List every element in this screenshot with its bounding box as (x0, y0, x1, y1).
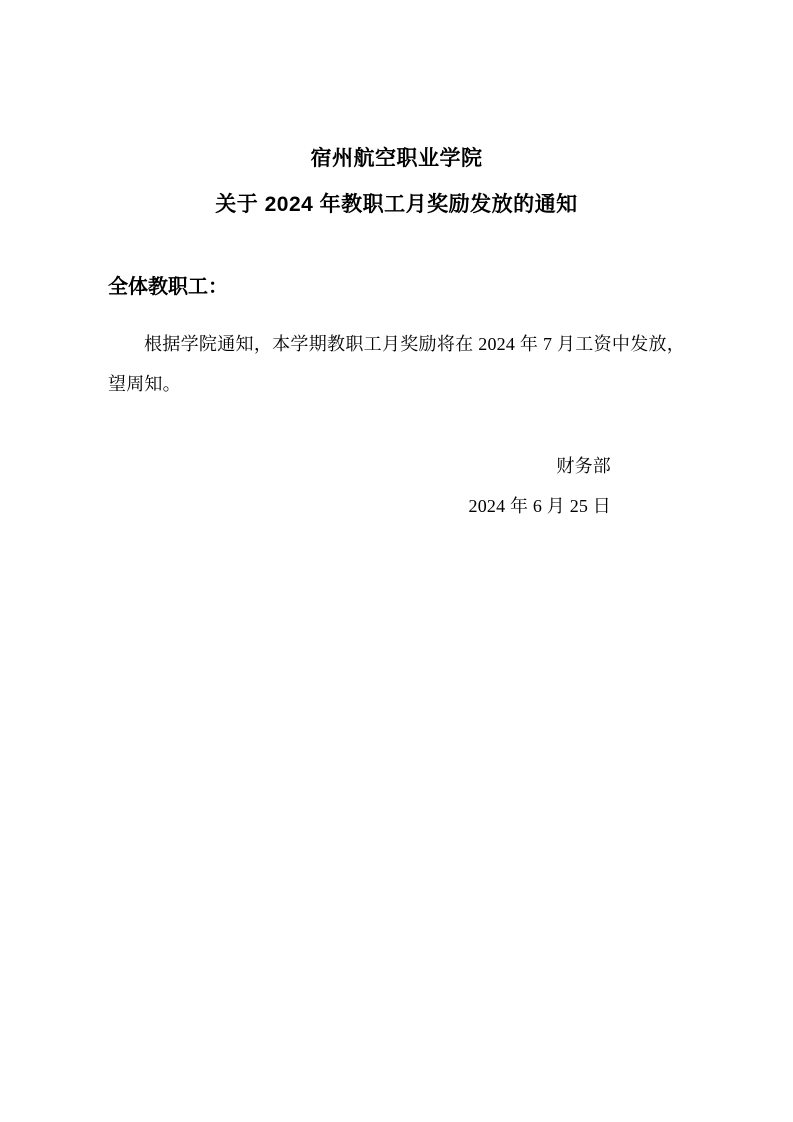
signature-date: 2024 年 6 月 25 日 (468, 496, 611, 516)
title-line-organization: 宿州航空职业学院 (310, 147, 483, 170)
salutation: 全体教职工： (108, 276, 228, 298)
signature-department: 财务部 (556, 456, 611, 476)
title-line-subject: 关于 2024 年教职工月奖励发放的通知 (215, 193, 578, 216)
document-title (108, 136, 685, 228)
body-paragraph: 根据学院通知，本学期教职工月奖励将在 2024 年 7 月工资中发放，望周知。 (108, 334, 685, 394)
signature-block (108, 446, 685, 526)
